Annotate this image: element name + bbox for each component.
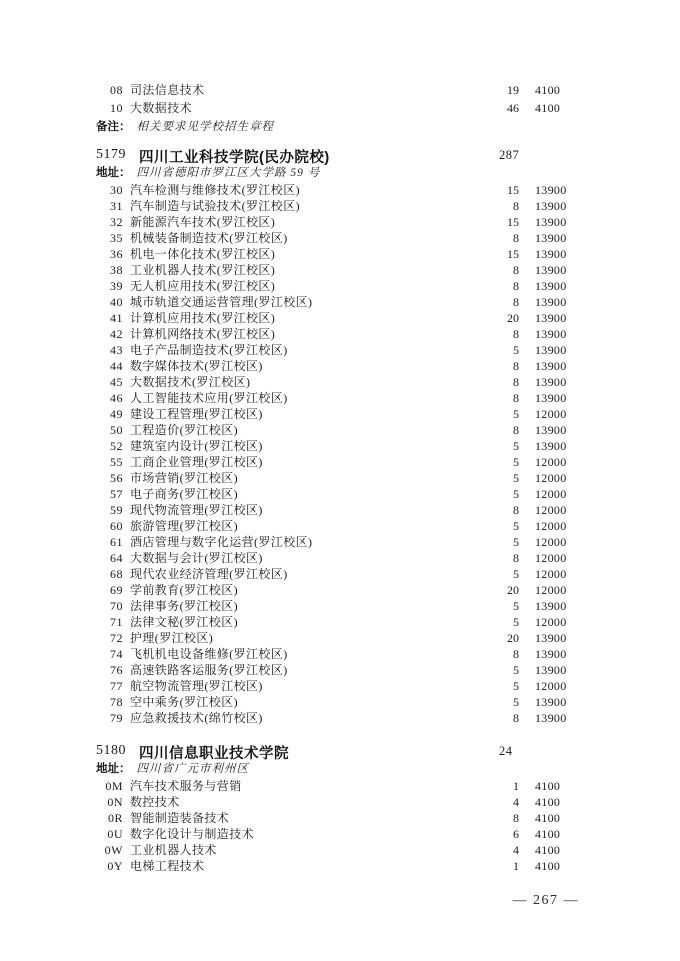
tuition-fee: 13900	[535, 710, 567, 725]
program-row	[0, 582, 680, 598]
program-name: 计算机网络技术(罗江校区)	[130, 326, 276, 341]
program-row	[0, 502, 680, 518]
program-code: 36	[110, 246, 123, 261]
program-name: 数字媒体技术(罗江校区)	[130, 358, 263, 373]
institution-code: 5179	[96, 146, 126, 162]
program-name: 学前教育(罗江校区)	[130, 582, 238, 597]
plan-count: 4	[513, 794, 519, 809]
program-name: 大数据技术(罗江校区)	[130, 374, 251, 389]
program-code: 55	[110, 454, 123, 469]
program-code: 72	[110, 630, 123, 645]
tuition-fee: 13900	[535, 390, 567, 405]
program-row	[0, 262, 680, 278]
program-code: 41	[110, 310, 123, 325]
program-row	[0, 598, 680, 614]
program-code: 61	[110, 534, 123, 549]
plan-count: 5	[513, 598, 519, 613]
program-name: 高速铁路客运服务(罗江校区)	[130, 662, 288, 677]
tuition-fee: 12000	[535, 518, 567, 533]
plan-count: 5	[513, 486, 519, 501]
address-value: 四川省德阳市罗江区大学路 59 号	[136, 166, 321, 179]
program-name: 机械装备制造技术(罗江校区)	[130, 230, 288, 245]
tuition-fee: 13900	[535, 214, 567, 229]
tuition-fee: 13900	[535, 198, 567, 213]
program-code: 0M	[105, 778, 123, 793]
plan-count: 8	[513, 294, 519, 309]
tuition-fee: 12000	[535, 566, 567, 581]
program-row	[0, 198, 680, 214]
tuition-fee: 4100	[535, 858, 561, 873]
address-value: 四川省广元市利州区	[136, 762, 249, 775]
plan-count: 8	[513, 502, 519, 517]
program-rows	[0, 82, 680, 117]
program-code: 0Y	[107, 858, 123, 873]
plan-count: 5	[513, 518, 519, 533]
tuition-fee: 12000	[535, 582, 567, 597]
program-code: 0U	[107, 826, 123, 841]
tuition-fee: 12000	[535, 534, 567, 549]
tuition-fee: 13900	[535, 630, 567, 645]
program-row	[0, 470, 680, 486]
program-name: 城市轨道交通运营管理(罗江校区)	[130, 294, 313, 309]
plan-count: 6	[513, 826, 519, 841]
tuition-fee: 12000	[535, 550, 567, 565]
plan-count: 5	[513, 614, 519, 629]
program-name: 空中乘务(罗江校区)	[130, 694, 238, 709]
program-code: 46	[110, 390, 123, 405]
tuition-fee: 13900	[535, 326, 567, 341]
program-row	[0, 82, 680, 100]
program-code: 76	[110, 662, 123, 677]
program-row	[0, 182, 680, 198]
program-name: 司法信息技术	[130, 83, 205, 97]
program-code: 50	[110, 422, 123, 437]
program-row	[0, 518, 680, 534]
plan-count: 20	[507, 630, 519, 645]
tuition-fee: 4100	[535, 794, 561, 809]
program-row	[0, 246, 680, 262]
plan-count: 8	[513, 810, 519, 825]
program-row	[0, 214, 680, 230]
plan-count: 46	[507, 100, 519, 115]
program-row	[0, 422, 680, 438]
tuition-fee: 13900	[535, 342, 567, 357]
program-code: 0W	[104, 842, 123, 857]
program-code: 35	[110, 230, 123, 245]
note-label: 备注：	[96, 121, 131, 133]
tuition-fee: 13900	[535, 294, 567, 309]
program-row	[0, 614, 680, 630]
plan-count: 5	[513, 566, 519, 581]
program-name: 电子产品制造技术(罗江校区)	[130, 342, 288, 357]
tuition-fee: 12000	[535, 454, 567, 469]
tuition-fee: 13900	[535, 694, 567, 709]
note-value: 相关要求见学校招生章程	[136, 121, 274, 133]
program-code: 38	[110, 262, 123, 277]
address-line	[0, 164, 680, 180]
tuition-fee: 4100	[535, 842, 561, 857]
plan-count: 5	[513, 694, 519, 709]
tuition-fee: 12000	[535, 406, 567, 421]
program-name: 建设工程管理(罗江校区)	[130, 406, 263, 421]
program-name: 电梯工程技术	[130, 858, 205, 873]
plan-count: 5	[513, 662, 519, 677]
plan-count: 15	[507, 182, 519, 197]
tuition-fee: 13900	[535, 246, 567, 261]
section-top	[0, 82, 680, 135]
program-rows	[0, 778, 680, 874]
plan-count: 8	[513, 230, 519, 245]
program-row	[0, 342, 680, 358]
program-code: 69	[110, 582, 123, 597]
plan-count: 5	[513, 534, 519, 549]
program-row	[0, 358, 680, 374]
institution-header	[0, 146, 680, 164]
program-code: 70	[110, 598, 123, 613]
program-name: 工业机器人技术	[130, 842, 217, 857]
program-code: 40	[110, 294, 123, 309]
institution-plan-total: 24	[499, 743, 513, 758]
program-row	[0, 662, 680, 678]
program-name: 数控技术	[130, 794, 180, 809]
tuition-fee: 13900	[535, 598, 567, 613]
program-row	[0, 710, 680, 726]
address-line	[0, 760, 680, 776]
plan-count: 4	[513, 842, 519, 857]
program-name: 酒店管理与数字化运营(罗江校区)	[130, 534, 313, 549]
tuition-fee: 4100	[535, 83, 561, 97]
program-code: 77	[110, 678, 123, 693]
note-line	[0, 117, 680, 135]
tuition-fee: 13900	[535, 662, 567, 677]
program-code: 43	[110, 342, 123, 357]
program-row	[0, 826, 680, 842]
plan-count: 15	[507, 214, 519, 229]
tuition-fee: 13900	[535, 422, 567, 437]
tuition-fee: 12000	[535, 470, 567, 485]
tuition-fee: 12000	[535, 614, 567, 629]
program-name: 市场营销(罗江校区)	[130, 470, 238, 485]
program-code: 79	[110, 710, 123, 725]
plan-count: 19	[507, 83, 519, 97]
program-row	[0, 326, 680, 342]
program-code: 10	[110, 100, 123, 115]
plan-count: 8	[513, 358, 519, 373]
program-row	[0, 486, 680, 502]
program-name: 机电一体化技术(罗江校区)	[130, 246, 276, 261]
tuition-fee: 13900	[535, 278, 567, 293]
plan-count: 5	[513, 406, 519, 421]
tuition-fee: 4100	[535, 810, 561, 825]
plan-count: 5	[513, 342, 519, 357]
program-name: 现代农业经济管理(罗江校区)	[130, 566, 288, 581]
program-name: 新能源汽车技术(罗江校区)	[130, 214, 276, 229]
plan-count: 8	[513, 710, 519, 725]
program-name: 无人机应用技术(罗江校区)	[130, 278, 276, 293]
plan-count: 8	[513, 646, 519, 661]
program-code: 59	[110, 502, 123, 517]
tuition-fee: 13900	[535, 374, 567, 389]
program-code: 30	[110, 182, 123, 197]
tuition-fee: 13900	[535, 358, 567, 373]
program-name: 人工智能技术应用(罗江校区)	[130, 390, 288, 405]
program-code: 74	[110, 646, 123, 661]
program-row	[0, 794, 680, 810]
plan-count: 1	[513, 778, 519, 793]
plan-count: 5	[513, 438, 519, 453]
tuition-fee: 12000	[535, 502, 567, 517]
program-row	[0, 278, 680, 294]
plan-count: 20	[507, 310, 519, 325]
program-name: 工商企业管理(罗江校区)	[130, 454, 263, 469]
program-row	[0, 646, 680, 662]
program-row	[0, 454, 680, 470]
plan-count: 8	[513, 326, 519, 341]
section-5180	[0, 742, 680, 874]
program-row	[0, 294, 680, 310]
tuition-fee: 13900	[535, 230, 567, 245]
program-name: 电子商务(罗江校区)	[130, 486, 238, 501]
program-code: 45	[110, 374, 123, 389]
program-code: 60	[110, 518, 123, 533]
program-row	[0, 566, 680, 582]
program-code: 0R	[107, 810, 123, 825]
program-code: 52	[110, 438, 123, 453]
program-row	[0, 778, 680, 794]
tuition-fee: 13900	[535, 646, 567, 661]
plan-count: 15	[507, 246, 519, 261]
program-name: 智能制造装备技术	[130, 810, 230, 825]
program-row	[0, 230, 680, 246]
program-name: 法律事务(罗江校区)	[130, 598, 238, 613]
program-row	[0, 842, 680, 858]
program-name: 数字化设计与制造技术	[130, 826, 255, 841]
program-name: 汽车技术服务与营销	[130, 778, 242, 793]
program-row	[0, 438, 680, 454]
program-name: 大数据与会计(罗江校区)	[130, 550, 263, 565]
program-code: 0N	[107, 794, 123, 809]
tuition-fee: 4100	[535, 778, 561, 793]
plan-count: 8	[513, 550, 519, 565]
program-row	[0, 694, 680, 710]
program-code: 32	[110, 214, 123, 229]
plan-count: 1	[513, 858, 519, 873]
program-code: 57	[110, 486, 123, 501]
program-name: 旅游管理(罗江校区)	[130, 518, 238, 533]
program-row	[0, 374, 680, 390]
plan-count: 8	[513, 262, 519, 277]
plan-count: 8	[513, 278, 519, 293]
program-row	[0, 858, 680, 874]
plan-count: 5	[513, 454, 519, 469]
program-name: 工程造价(罗江校区)	[130, 422, 238, 437]
address-label: 地址：	[96, 166, 131, 179]
program-row	[0, 630, 680, 646]
institution-name: 四川信息职业技术学院	[139, 745, 289, 762]
plan-count: 8	[513, 374, 519, 389]
program-row	[0, 550, 680, 566]
institution-code: 5180	[96, 742, 126, 758]
program-code: 42	[110, 326, 123, 341]
program-name: 飞机机电设备维修(罗江校区)	[130, 646, 288, 661]
plan-count: 5	[513, 678, 519, 693]
program-name: 航空物流管理(罗江校区)	[130, 678, 263, 693]
program-name: 汽车制造与试验技术(罗江校区)	[130, 198, 300, 213]
program-name: 工业机器人技术(罗江校区)	[130, 262, 276, 277]
program-row	[0, 310, 680, 326]
program-code: 08	[110, 83, 123, 97]
program-name: 现代物流管理(罗江校区)	[130, 502, 263, 517]
tuition-fee: 12000	[535, 678, 567, 693]
tuition-fee: 12000	[535, 486, 567, 501]
program-name: 法律文秘(罗江校区)	[130, 614, 238, 629]
program-code: 39	[110, 278, 123, 293]
program-row	[0, 100, 680, 118]
program-name: 汽车检测与维修技术(罗江校区)	[130, 182, 300, 197]
program-code: 64	[110, 550, 123, 565]
program-name: 计算机应用技术(罗江校区)	[130, 310, 276, 325]
program-name: 应急救援技术(绵竹校区)	[130, 710, 263, 725]
program-row	[0, 406, 680, 422]
program-code: 71	[110, 614, 123, 629]
program-code: 44	[110, 358, 123, 373]
plan-count: 8	[513, 390, 519, 405]
program-code: 49	[110, 406, 123, 421]
program-code: 78	[110, 694, 123, 709]
plan-count: 20	[507, 582, 519, 597]
tuition-fee: 13900	[535, 438, 567, 453]
program-row	[0, 390, 680, 406]
program-code: 56	[110, 470, 123, 485]
page-number: — 267 —	[512, 893, 579, 908]
tuition-fee: 13900	[535, 310, 567, 325]
institution-plan-total: 287	[499, 147, 520, 162]
institution-header	[0, 742, 680, 760]
plan-count: 5	[513, 470, 519, 485]
plan-count: 8	[513, 422, 519, 437]
address-label: 地址：	[96, 762, 131, 775]
tuition-fee: 13900	[535, 182, 567, 197]
program-code: 68	[110, 566, 123, 581]
plan-count: 8	[513, 198, 519, 213]
program-name: 大数据技术	[130, 100, 193, 115]
tuition-fee: 4100	[535, 100, 561, 115]
program-row	[0, 534, 680, 550]
program-row	[0, 810, 680, 826]
tuition-fee: 13900	[535, 262, 567, 277]
section-5179	[0, 146, 680, 726]
program-code: 31	[110, 198, 123, 213]
program-name: 建筑室内设计(罗江校区)	[130, 438, 263, 453]
program-rows	[0, 182, 680, 726]
program-row	[0, 678, 680, 694]
tuition-fee: 4100	[535, 826, 561, 841]
program-name: 护理(罗江校区)	[130, 630, 214, 645]
institution-name: 四川工业科技学院(民办院校)	[139, 149, 330, 166]
